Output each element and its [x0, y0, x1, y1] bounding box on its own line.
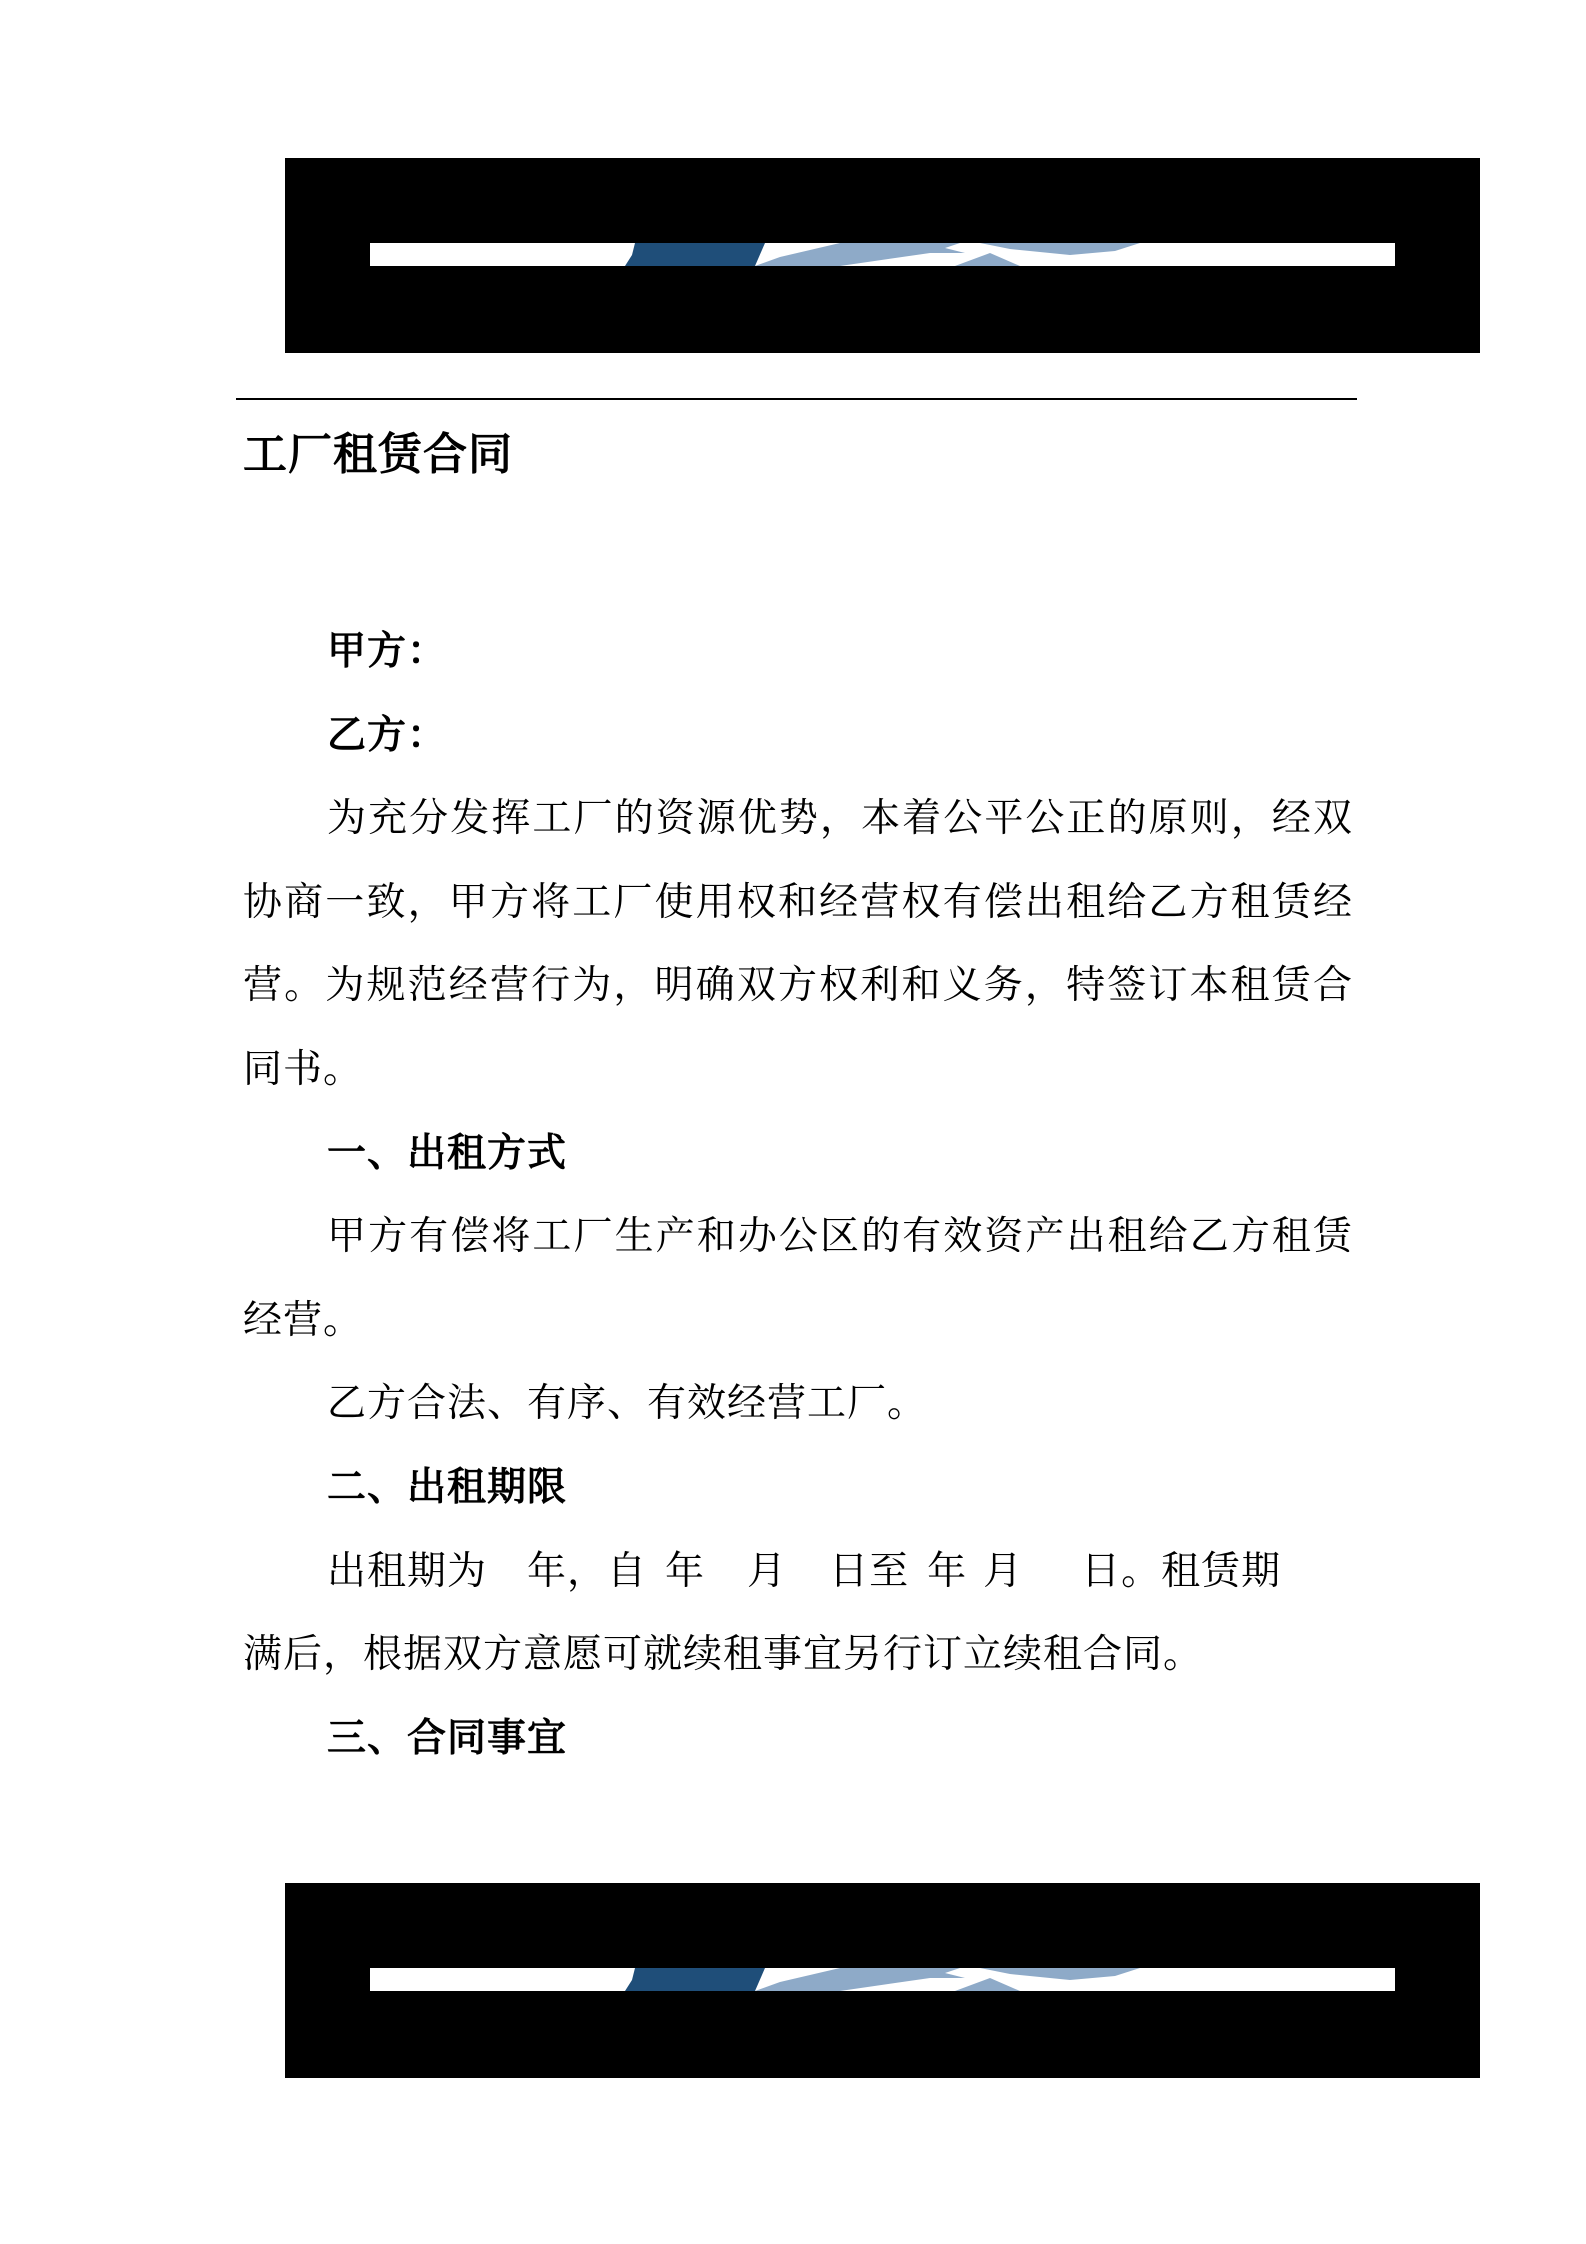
- section-1-heading: 一、出租方式: [327, 1130, 568, 1176]
- party-a-label: 甲方：: [327, 629, 448, 674]
- footer-banner: [285, 1883, 1480, 2078]
- header-divider: [236, 398, 1357, 400]
- section-2-term-paragraph: [243, 1530, 1353, 1697]
- term-tail: 满后，根据双方意愿可就续租事宜另行订立续租合同。: [243, 1632, 1204, 1678]
- term-part: 年: [927, 1548, 968, 1594]
- term-part: 年: [665, 1548, 706, 1594]
- section-2-heading: 二、出租期限: [327, 1464, 568, 1510]
- section-1-paragraph-2: 乙方合法、有序、有效经营工厂。: [327, 1381, 928, 1427]
- term-part: 日至: [829, 1548, 910, 1594]
- banner-decoration-icon: [370, 1968, 1395, 1991]
- document-title: 工厂租赁合同: [243, 429, 513, 480]
- term-part: 日。租赁期: [1081, 1548, 1282, 1594]
- intro-paragraph: 为充分发挥工厂的资源优势，本着公平公正的原则，经双协商一致，甲方将工厂使用权和经营权有偿出租给乙方租赁经营。为规范经营行为，明确双方权利和义务，特签订本租赁合同书。: [243, 796, 1353, 1092]
- term-part: 月: [983, 1548, 1024, 1594]
- header-banner: [285, 158, 1480, 353]
- section-1-paragraph-1: 甲方有偿将工厂生产和办公区的有效资产出租给乙方租赁经营。: [243, 1214, 1353, 1343]
- section-3-heading: 三、合同事宜: [327, 1715, 568, 1761]
- term-part: 出租期为: [327, 1548, 488, 1594]
- document-body: [243, 610, 1353, 1780]
- banner-decoration-icon: [370, 243, 1395, 266]
- party-b-label: 乙方：: [327, 712, 448, 758]
- term-part: 月: [747, 1548, 788, 1594]
- term-part: 年，自: [527, 1548, 648, 1594]
